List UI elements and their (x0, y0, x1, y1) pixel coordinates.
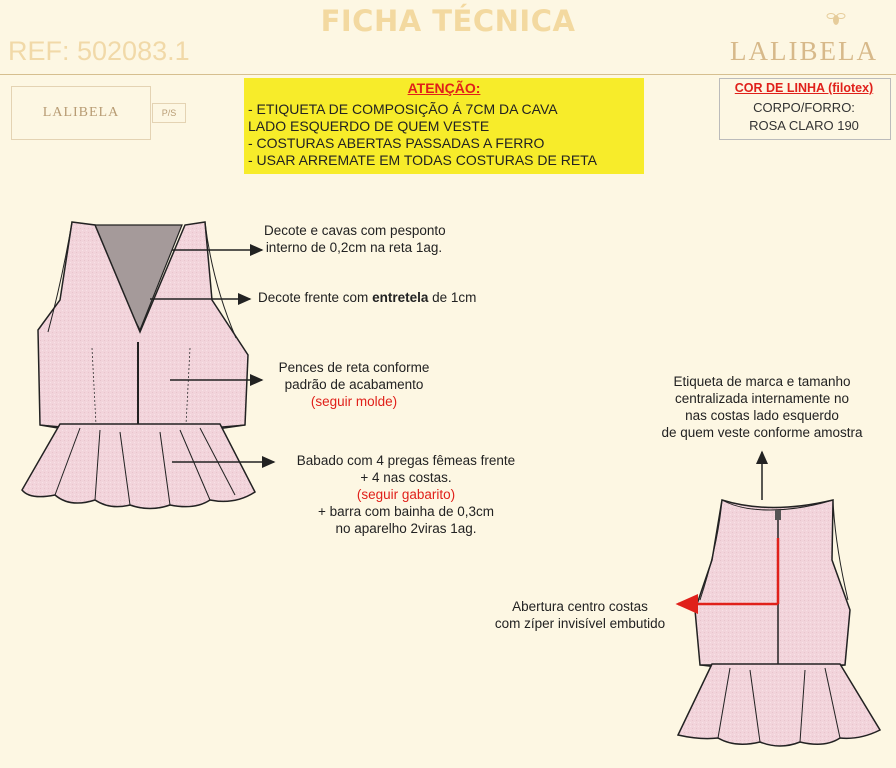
zipper-note-line: com zíper invisível embutido (494, 616, 666, 631)
tag-note-line: de quem veste conforme amostra (661, 425, 863, 440)
zipper-note-line: Abertura centro costas (512, 599, 648, 614)
neckline-note (264, 222, 444, 256)
neckline-note-line: Decote e cavas com pesponto (264, 223, 446, 238)
interfacing-note-text: de 1cm (428, 290, 477, 305)
zipper-note (486, 598, 674, 632)
ruffle-note (276, 452, 536, 537)
thread-body-label: CORPO/FORRO: (753, 100, 855, 115)
tag-note-line: centralizada internamente no (674, 391, 850, 406)
darts-note-line: Pences de reta conforme (278, 360, 430, 375)
ruffle-note-line: + barra com bainha de 0,3cm (318, 504, 494, 519)
back-view-garment (678, 500, 880, 746)
ruffle-note-line: + 4 nas costas. (360, 470, 452, 485)
attention-line: - USAR ARREMATE EM TODAS COSTURAS DE RETA (248, 152, 598, 168)
size-label-sample: P/S (152, 103, 186, 123)
thread-color-value: ROSA CLARO 190 (749, 118, 859, 133)
brand-label-sample: LALIBELA (11, 86, 151, 140)
tag-note-line: Etiqueta de marca e tamanho (673, 374, 851, 389)
ruffle-note-line: (seguir gabarito) (356, 487, 456, 502)
attention-title: ATENÇÃO: (407, 80, 481, 96)
attention-line: - ETIQUETA DE COMPOSIÇÃO Á 7CM DA CAVA (248, 101, 558, 117)
tag-note (640, 373, 884, 441)
thread-color-title: COR DE LINHA (filotex) (734, 81, 874, 95)
tag-note-line: nas costas lado esquerdo (685, 408, 839, 423)
ruffle-note-line: no aparelho 2viras 1ag. (335, 521, 477, 536)
front-view-garment (22, 222, 255, 509)
neckline-note-line: interno de 0,2cm na reta 1ag. (265, 240, 443, 255)
attention-line: LADO ESQUERDO DE QUEM VESTE (248, 118, 490, 134)
attention-line: - COSTURAS ABERTAS PASSADAS A FERRO (248, 135, 545, 151)
reference-code: REF: 502083.1 (8, 36, 190, 66)
interfacing-note-text: Decote frente com (258, 290, 373, 305)
darts-note-line: (seguir molde) (310, 394, 398, 409)
darts-note-line: padrão de acabamento (284, 377, 424, 392)
darts-note (262, 359, 446, 410)
interfacing-note-bold: entretela (372, 290, 429, 305)
page-title: FICHA TÉCNICA (320, 4, 576, 38)
interfacing-note (258, 289, 476, 306)
ruffle-note-line: Babado com 4 pregas fêmeas frente (296, 453, 516, 468)
brand-logo: LALIBELA (730, 36, 878, 66)
